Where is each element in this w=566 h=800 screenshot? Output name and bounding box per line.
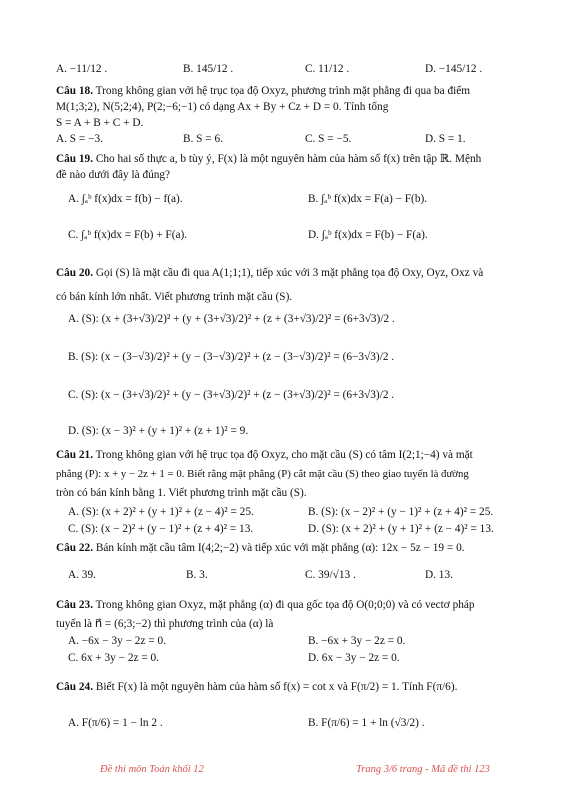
q17-option-c: C. 11/12 . [305,63,350,75]
q19-option-c: C. ∫ₐᵇ f(x)dx = F(b) + F(a). [68,229,188,241]
footer-left: Đề thi môn Toán khối 12 [100,764,204,775]
q20-text-1: Gọi (S) là mặt cầu đi qua A(1;1;1), tiếp xúc với 3 mặt phẳng tọa độ Oxy, Oyz, Oxz và [95,267,484,279]
q23-text-1: Trong không gian Oxyz, mặt phẳng (α) đi qua gốc tọa độ O(0;0;0) và có vectơ pháp [95,599,475,611]
q22-text-1: Bán kính mặt cầu tâm I(4;2;−2) và tiếp xúc với mặt phẳng (α): 12x − 5z − 19 = 0. [95,542,465,554]
q21-line-1 [56,448,508,463]
q19-text-1: Cho hai số thực a, b tùy ý, F(x) là một nguyên hàm của hàm số f(x) trên tập ℝ. Mệnh [95,153,482,165]
q18-text-3: S = A + B + C + D. [56,117,144,129]
q18-line-1 [56,84,508,99]
q19-option-b: B. ∫ₐᵇ f(x)dx = F(a) − F(b). [308,193,428,205]
q19-text-2: đề nào dưới đây là đúng? [56,169,171,181]
q18-option-a: A. S = −3. [56,133,103,145]
q18-option-b: B. S = 6. [183,133,223,145]
q20-option-b: B. (S): (x − (3−√3)/2)² + (y − (3−√3)/2)² + (z − (3−√3)/2)² = (6−3√3)/2 . [68,351,395,363]
q21-option-a: A. (S): (x + 2)² + (y + 1)² + (z − 4)² = 25. [68,506,254,518]
q21-option-b: B. (S): (x − 2)² + (y − 1)² + (z + 4)² = 25. [308,506,494,518]
q21-text-2: phẳng (P): x + y − 2z + 1 = 0. Biết rằng mặt phẳng (P) cắt mặt cầu (S) theo giao tuyến là đường [56,468,469,480]
q23-text-2: tuyến là n⃗ = (6;3;−2) thì phương trình của (α) là [56,618,274,630]
q23-option-b: B. −6x + 3y − 2z = 0. [308,635,406,647]
q21-text-1: Trong không gian với hệ trục tọa độ Oxyz, cho mặt cầu (S) có tâm I(2;1;−4) và mặt [95,449,473,461]
q23-line-1 [56,598,508,613]
q19-line-1 [56,152,508,167]
q24-line-1 [56,680,508,695]
q20-option-a: A. (S): (x + (3+√3)/2)² + (y + (3+√3)/2)² + (z + (3+√3)/2)² = (6+3√3)/2 . [68,313,395,325]
q22-line-1 [56,541,508,556]
q17-option-b: B. 145/12 . [183,63,234,75]
q23-option-d: D. 6x − 3y − 2z = 0. [308,652,400,664]
q21-label: Câu 21. [56,449,94,461]
q24-option-a: A. F(π/6) = 1 − ln 2 . [68,717,163,729]
q21-text-3: tròn có bán kính bằng 1. Viết phương trình mặt cầu (S). [56,487,307,499]
q17-option-d: D. −145/12 . [425,63,483,75]
footer-right: Trang 3/6 trang - Mã đề thi 123 [356,764,490,775]
q24-option-b: B. F(π/6) = 1 + ln (√3/2) . [308,717,425,729]
q18-option-d: D. S = 1. [425,133,466,145]
q19-label: Câu 19. [56,153,94,165]
q22-option-d: D. 13. [425,569,453,581]
q22-label: Câu 22. [56,542,94,554]
q20-line-1 [56,266,508,281]
q22-option-c: C. 39/√13 . [305,569,356,581]
q18-text-2: M(1;3;2), N(5;2;4), P(2;−6;−1) có dạng Ax + By + Cz + D = 0. Tính tổng [56,101,389,113]
q20-option-c: C. (S): (x − (3+√3)/2)² + (y − (3+√3)/2)² + (z − (3+√3)/2)² = (6+3√3)/2 . [68,389,395,401]
q22-option-b: B. 3. [186,569,208,581]
q21-option-d: D. (S): (x + 2)² + (y + 1)² + (z − 4)² = 13. [308,523,494,535]
q23-option-a: A. −6x − 3y − 2z = 0. [68,635,166,647]
q22-option-a: A. 39. [68,569,96,581]
q19-option-d: D. ∫ₐᵇ f(x)dx = F(b) − F(a). [308,229,428,241]
q20-option-d: D. (S): (x − 3)² + (y + 1)² + (z + 1)² = 9. [68,425,249,437]
q18-label: Câu 18. [56,85,94,97]
q24-text-1: Biết F(x) là một nguyên hàm của hàm số f(x) = cot x và F(π/2) = 1. Tính F(π/6). [95,681,458,693]
q23-option-c: C. 6x + 3y − 2z = 0. [68,652,159,664]
q20-text-2: có bán kính lớn nhất. Viết phương trình mặt cầu (S). [56,291,293,303]
q18-option-c: C. S = −5. [305,133,352,145]
q19-option-a: A. ∫ₐᵇ f(x)dx = f(b) − f(a). [68,193,183,205]
q18-text-1: Trong không gian với hệ trục tọa độ Oxyz, phương trình mặt phẳng đi qua ba điểm [95,85,471,97]
q17-option-a: A. −11/12 . [56,63,108,75]
q23-label: Câu 23. [56,599,94,611]
q20-label: Câu 20. [56,267,94,279]
q24-label: Câu 24. [56,681,94,693]
q21-option-c: C. (S): (x − 2)² + (y − 1)² + (z + 4)² = 13. [68,523,254,535]
